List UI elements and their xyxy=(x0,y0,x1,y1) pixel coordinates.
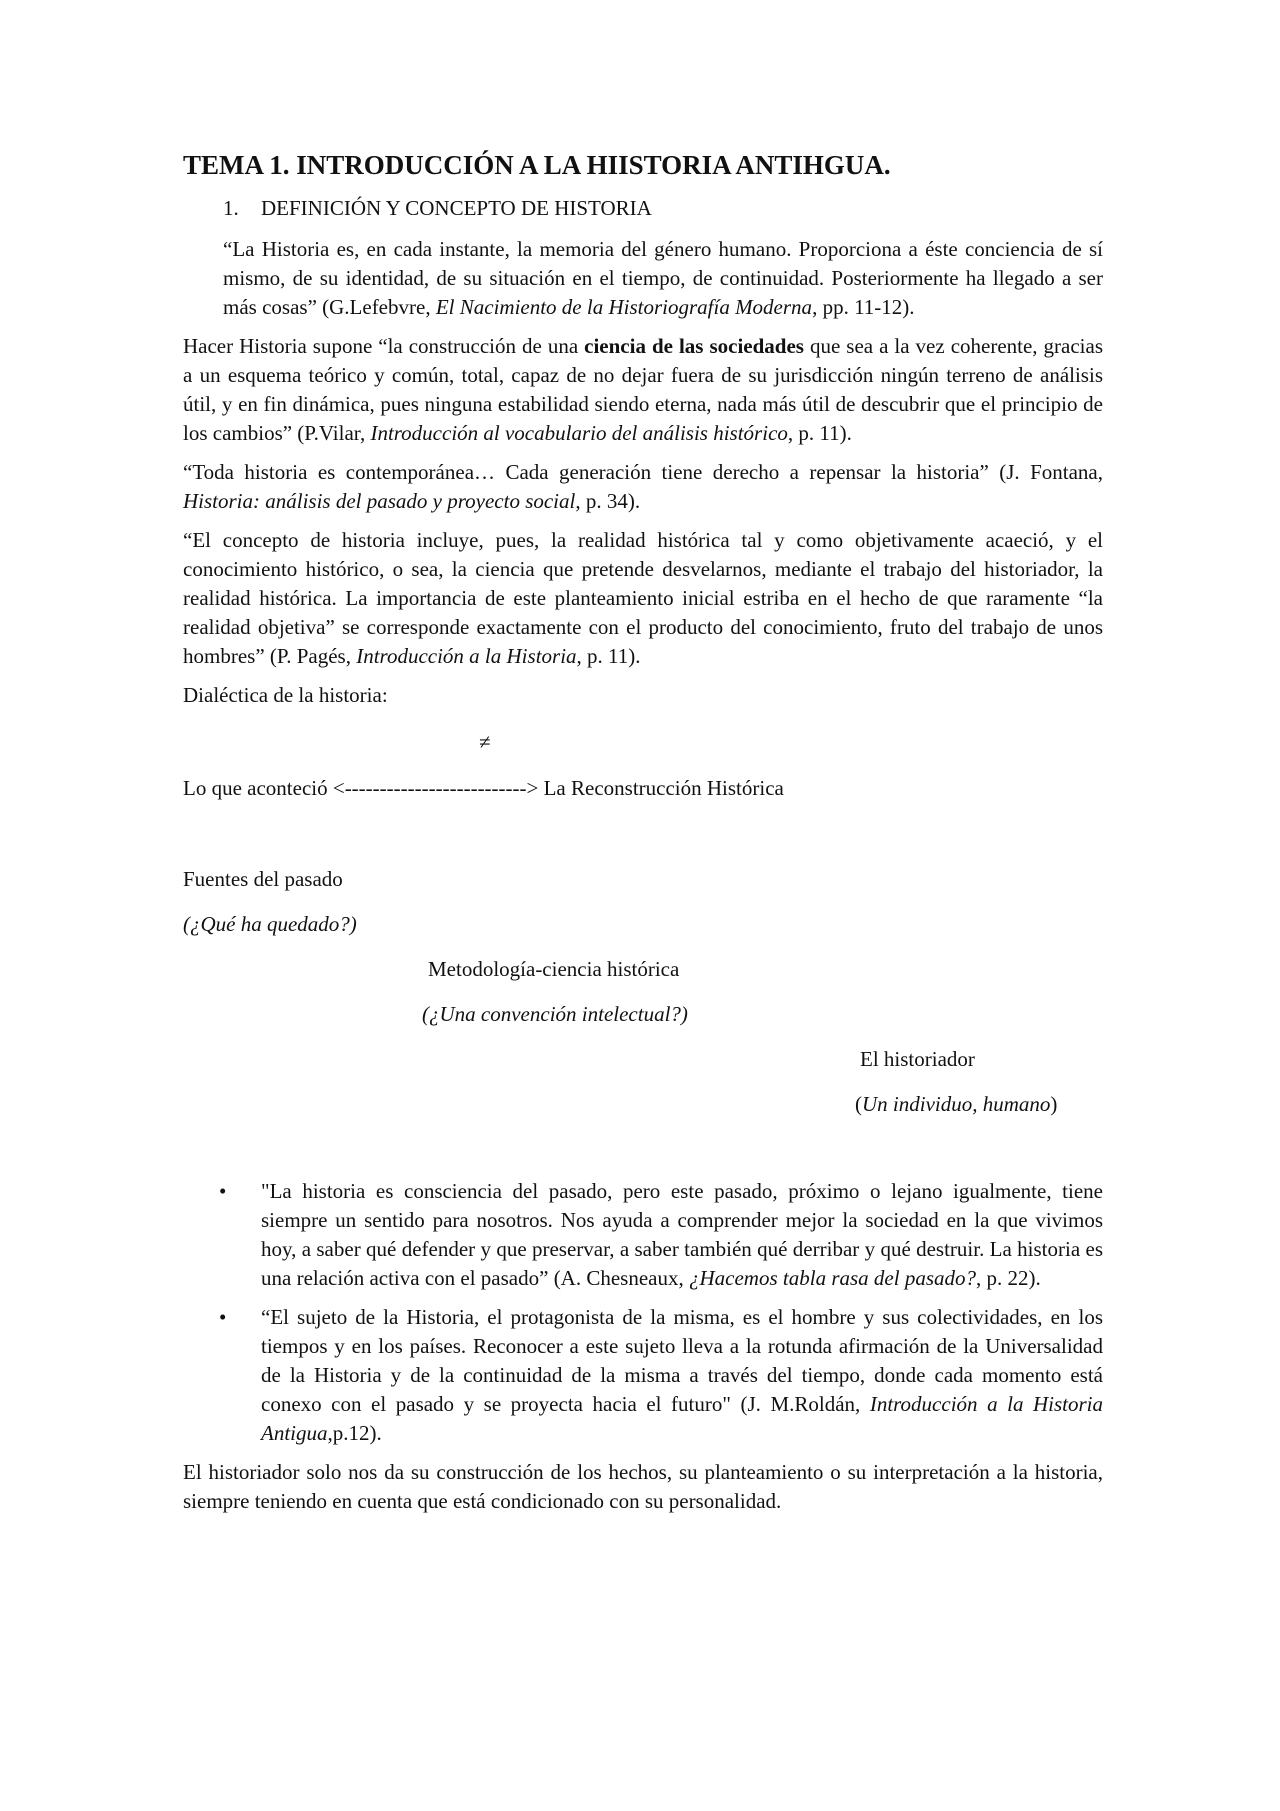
bullet-icon: • xyxy=(219,1179,227,1203)
not-equal-symbol: ≠ xyxy=(479,730,491,754)
dialectic-arrow-line: Lo que aconteció <--------------------------> La Reconstrucción Histórica xyxy=(183,776,784,800)
chesneaux-book-title: ¿Hacemos tabla rasa del pasado? xyxy=(689,1266,976,1290)
document-body xyxy=(183,148,1103,1526)
list-item: • “El sujeto de la Historia, el protagonista de la misma, es el hombre y sus colectividades, en los tiempos y en los países. Reconocer a este sujeto lleva a la rotunda afirmación de la Universalidad de la Historia y de la continuidad de la misma a través del tiempo, donde cada momento está conexo con el pasado y se proyecta hacia el futuro" (J. M.Roldán, Introducción a la Historia Antigua,p.12). xyxy=(219,1305,1104,1445)
vilar-book-title: Introducción al vocabulario del análisis histórico xyxy=(370,421,788,445)
roldan-book-title: Introducción a la Historia Antigua xyxy=(261,1392,1104,1445)
pages-paragraph: “El concepto de historia incluye, pues, la realidad histórica tal y como objetivamente acaeció, y el conocimiento histórico, o sea, la ciencia que pretende desvelarnos, mediante el trabajo del historiador, la realidad histórica. La importancia de este planteamiento inicial estriba en el hecho de que raramente “la realidad objetiva” se corresponde exactamente con el producto del conocimiento, fruto del trabajo de unos hombres” (P. Pagés, Introducción a la Historia, p. 11). xyxy=(183,528,1103,668)
dialectic-label: Dialéctica de la historia: xyxy=(183,683,388,707)
historian-label: El historiador xyxy=(860,1047,975,1071)
historian-note: (Un individuo, humano) xyxy=(855,1092,1058,1116)
section-heading-text: DEFINICIÓN Y CONCEPTO DE HISTORIA xyxy=(261,196,652,220)
bold-term: ciencia de las sociedades xyxy=(584,334,804,358)
methodology-question: (¿Una convención intelectual?) xyxy=(422,1002,688,1026)
closing-paragraph: El historiador solo nos da su construcción de los hechos, su planteamiento o su interpretación a la historia, siempre teniendo en cuenta que está condicionado con su personalidad. xyxy=(183,1460,1103,1513)
lefebvre-book-title: El Nacimiento de la Historiografía Moderna xyxy=(435,295,813,319)
sources-question: (¿Qué ha quedado?) xyxy=(183,912,357,936)
fontana-book-title: Historia: análisis del pasado y proyecto social xyxy=(183,489,576,513)
pages-book-title: Introducción a la Historia xyxy=(356,644,577,668)
bullet-icon: • xyxy=(219,1305,227,1329)
list-item: • "La historia es consciencia del pasado, pero este pasado, próximo o lejano igualmente, tiene siempre un sentido para nosotros. Nos ayuda a comprender mejor la sociedad en la que vivimos hoy, a saber qué defender y que preservar, a saber también qué derribar y qué destruir. La historia es una relación activa con el pasado” (A. Chesneaux, ¿Hacemos tabla rasa del pasado?, p. 22). xyxy=(219,1179,1103,1290)
section-heading xyxy=(223,194,1103,223)
quote-list xyxy=(183,1177,1103,1448)
section-number: 1. xyxy=(223,196,239,220)
document-title: TEMA 1. INTRODUCCIÓN A LA HIISTORIA ANTIHGUA. xyxy=(183,150,891,180)
sources-label: Fuentes del pasado xyxy=(183,867,343,891)
lefebvre-quote: “La Historia es, en cada instante, la memoria del género humano. Proporciona a éste conciencia de sí mismo, de su identidad, de su situación en el tiempo, de continuidad. Posteriormente ha llegado a ser más cosas” (G.Lefebvre, El Nacimiento de la Historiografía Moderna, pp. 11-12). xyxy=(223,237,1103,319)
fontana-paragraph: “Toda historia es contemporánea… Cada generación tiene derecho a repensar la historia” (J. Fontana, Historia: análisis del pasado y proyecto social, p. 34). xyxy=(183,460,1103,513)
methodology-label: Metodología-ciencia histórica xyxy=(428,957,680,981)
vilar-paragraph: Hacer Historia supone “la construcción de una ciencia de las sociedades que sea a la vez coherente, gracias a un esquema teórico y común, total, capaz de no dejar fuera de su jurisdicción ningún terreno de análisis útil, y en fin dinámica, pues ninguna estabilidad siendo eterna, nada más útil de descubrir que el principio de los cambios” (P.Vilar, Introducción al vocabulario del análisis histórico, p. 11). xyxy=(183,334,1104,445)
